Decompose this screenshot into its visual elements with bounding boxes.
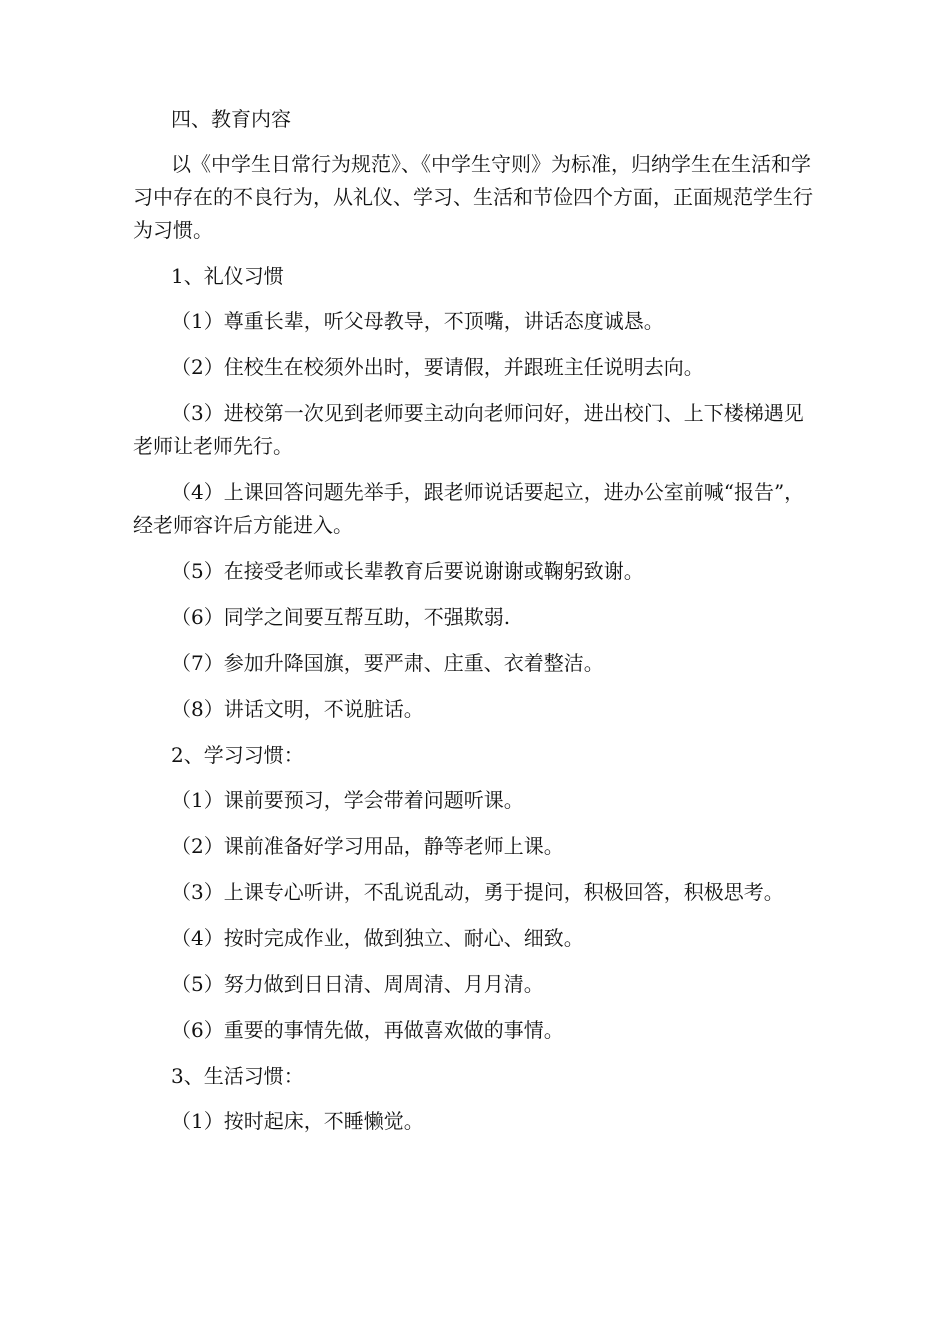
list-item: （4）上课回答问题先举手，跟老师说话要起立，进办公室前喊“报告”，经老师容许后方能进入。 [133,480,805,537]
list-item: （3）上课专心听讲，不乱说乱动，勇于提问，积极回答，积极思考。 [171,880,784,904]
list-item: （1）按时起床，不睡懒觉。 [171,1109,424,1133]
list-item: （4）按时完成作业，做到独立、耐心、细致。 [171,926,584,950]
list-item: （2）住校生在校须外出时，要请假，并跟班主任说明去向。 [171,355,704,379]
list-item: （3）进校第一次见到老师要主动向老师问好，进出校门、上下楼梯遇见老师让老师先行。 [133,401,804,458]
list-item: （1）尊重长辈，听父母教导，不顶嘴，讲话态度诚恳。 [171,309,664,333]
intro-paragraph: 以《中学生日常行为规范》、《中学生守则》为标准，归纳学生在生活和学习中存在的不良行为，从礼仪、学习、生活和节俭四个方面，正面规范学生行为习惯。 [133,152,813,242]
list-item: （6）重要的事情先做，再做喜欢做的事情。 [171,1018,564,1042]
list-item: （5）努力做到日日清、周周清、月月清。 [171,972,544,996]
list-item: （5）在接受老师或长辈教育后要说谢谢或鞠躬致谢。 [171,559,644,583]
list-item: （7）参加升降国旗，要严肃、庄重、衣着整洁。 [171,651,604,675]
list-item: （8）讲话文明，不说脏话。 [171,697,424,721]
list-item: （2）课前准备好学习用品，静等老师上课。 [171,834,564,858]
document-body [133,103,823,1151]
list-item: （1）课前要预习，学会带着问题听课。 [171,788,524,812]
section-heading: 四、教育内容 [171,107,291,131]
subsection-heading-study: 2、学习习惯： [171,743,304,767]
list-item: （6）同学之间要互帮互助，不强欺弱. [171,605,511,629]
subsection-heading-life: 3、生活习惯： [171,1064,304,1088]
subsection-heading-etiquette: 1、礼仪习惯 [171,264,284,288]
